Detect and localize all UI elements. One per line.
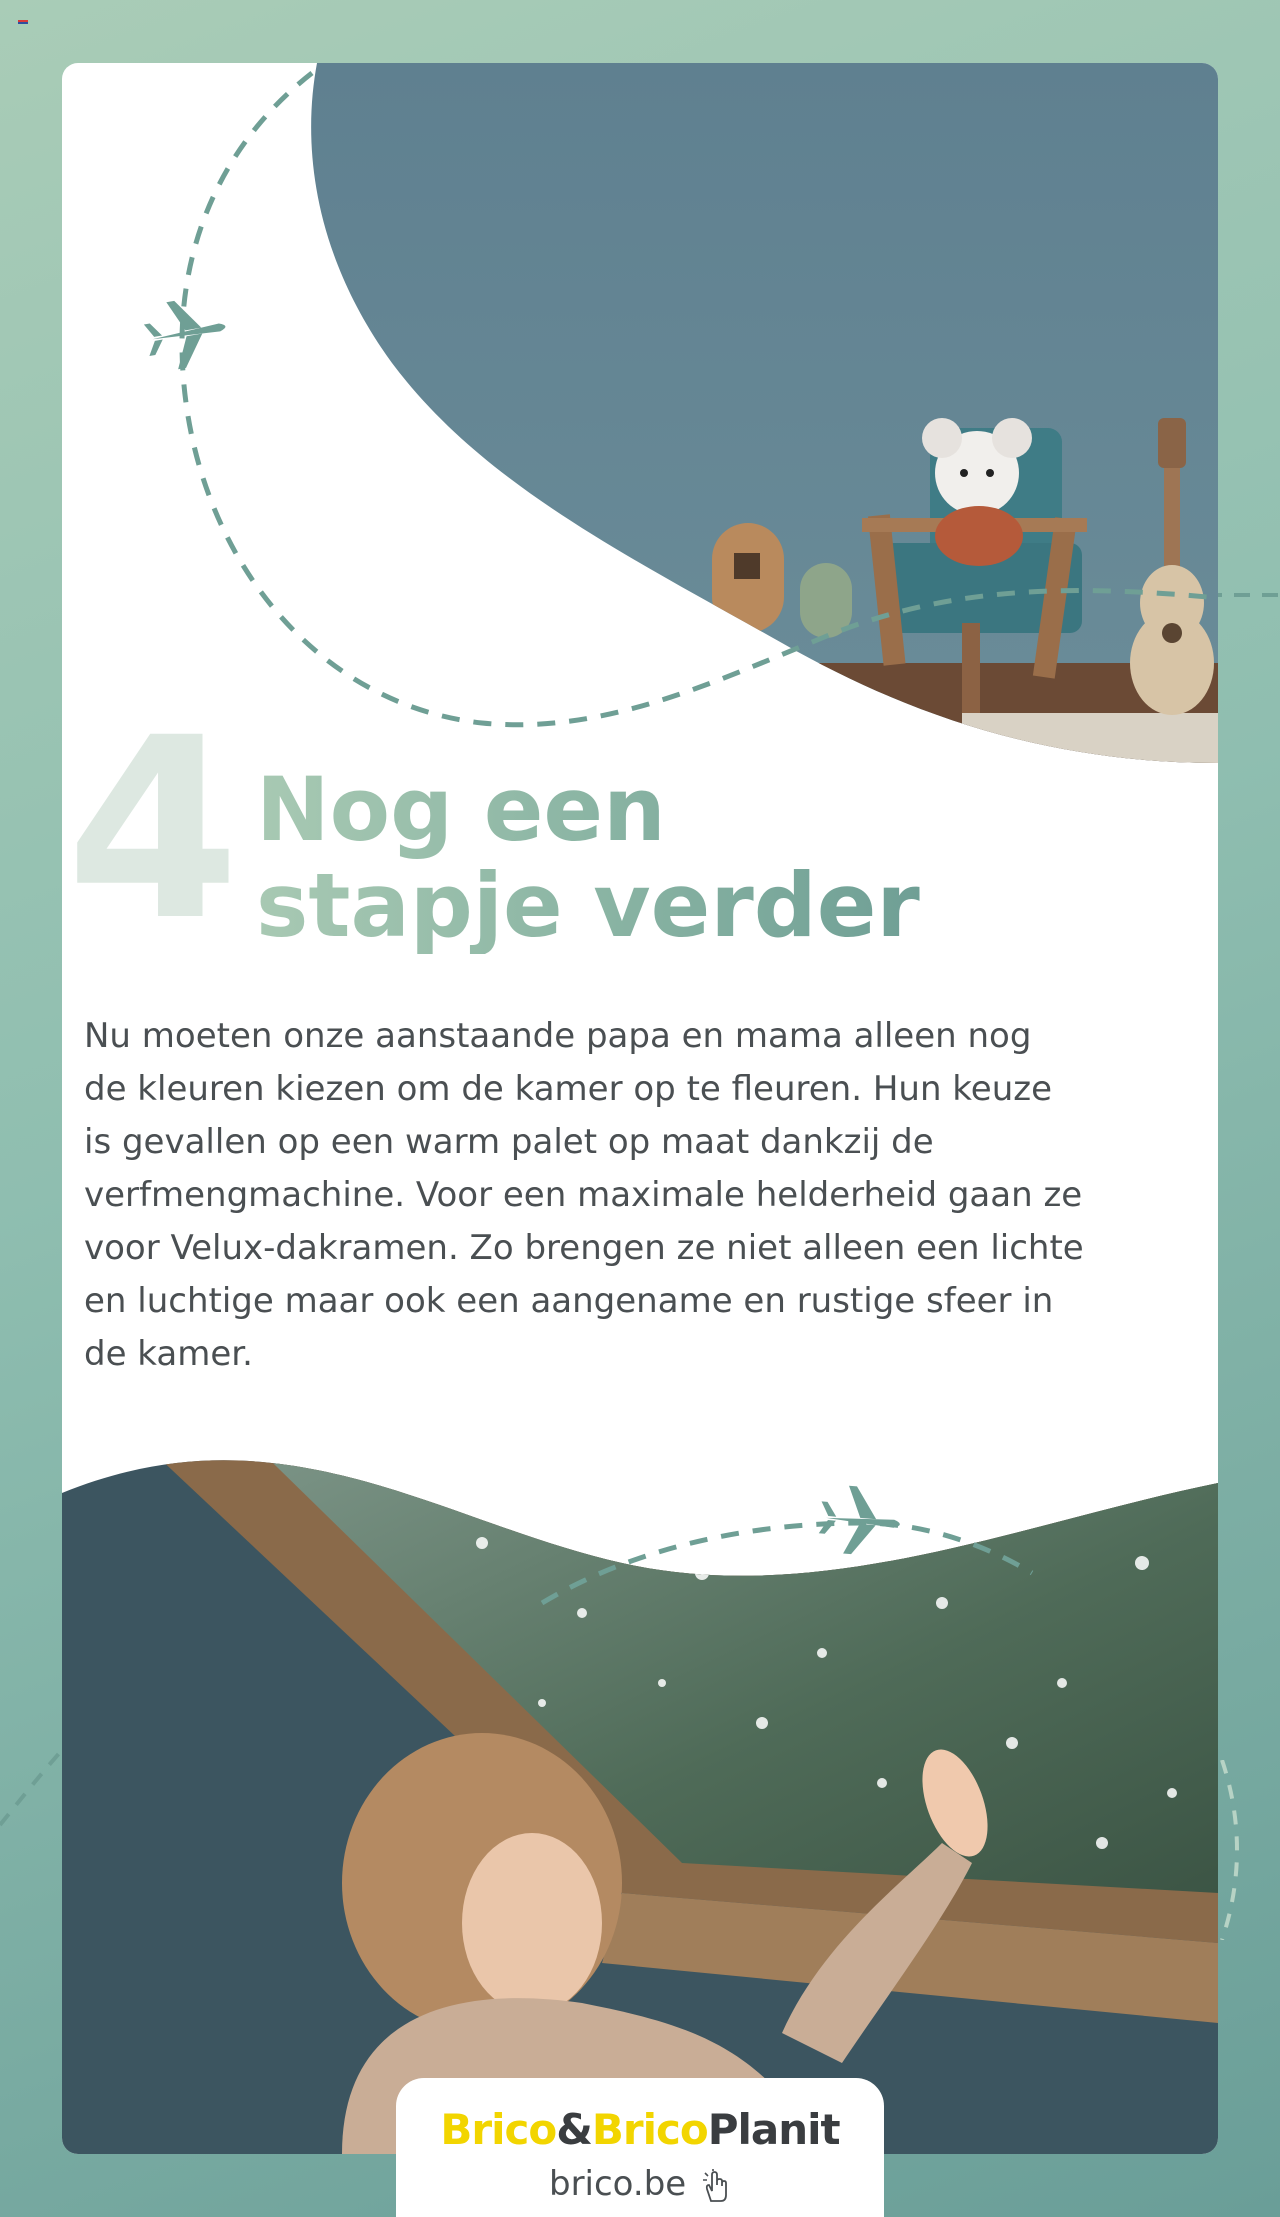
step-number: 4: [66, 684, 240, 975]
website-link[interactable]: [396, 2164, 884, 2204]
body-paragraph: Nu moeten onze aanstaande papa en mama alleen nog de kleuren kiezen om de kamer op te fleuren. Hun keuze is gevallen op een warm palet op maat dankzij de verfmengmachine. Voor een maximale helderheid gaan ze voor Velux-dakramen. Zo brengen ze niet alleen een lichte en luchtige maar ook een aangename en rustige sfeer in de kamer.: [84, 1016, 1084, 1374]
brand-logo-box[interactable]: [396, 2078, 884, 2217]
nursery-room-image: [62, 63, 1218, 775]
dashed-path-left: [0, 1730, 70, 1830]
airplane-icon: [817, 1483, 903, 1558]
corner-mark: [18, 20, 28, 24]
logo-ampersand: &: [556, 2105, 592, 2154]
step-title-line1: Nog een: [256, 758, 666, 861]
step-title-line2: stapje verder: [256, 854, 920, 957]
brand-logo: [396, 2106, 884, 2154]
hand-pointer-icon: [701, 2169, 731, 2203]
logo-part-planit: Planit: [707, 2105, 840, 2154]
logo-part-brico-2: Brico: [591, 2105, 708, 2154]
child-skylight-photo: [62, 1423, 1218, 2154]
step-title: [256, 758, 920, 957]
website-url[interactable]: brico.be: [548, 2164, 687, 2204]
logo-part-brico: Brico: [440, 2105, 557, 2154]
dashed-path-right-lower: [1212, 1760, 1252, 1940]
